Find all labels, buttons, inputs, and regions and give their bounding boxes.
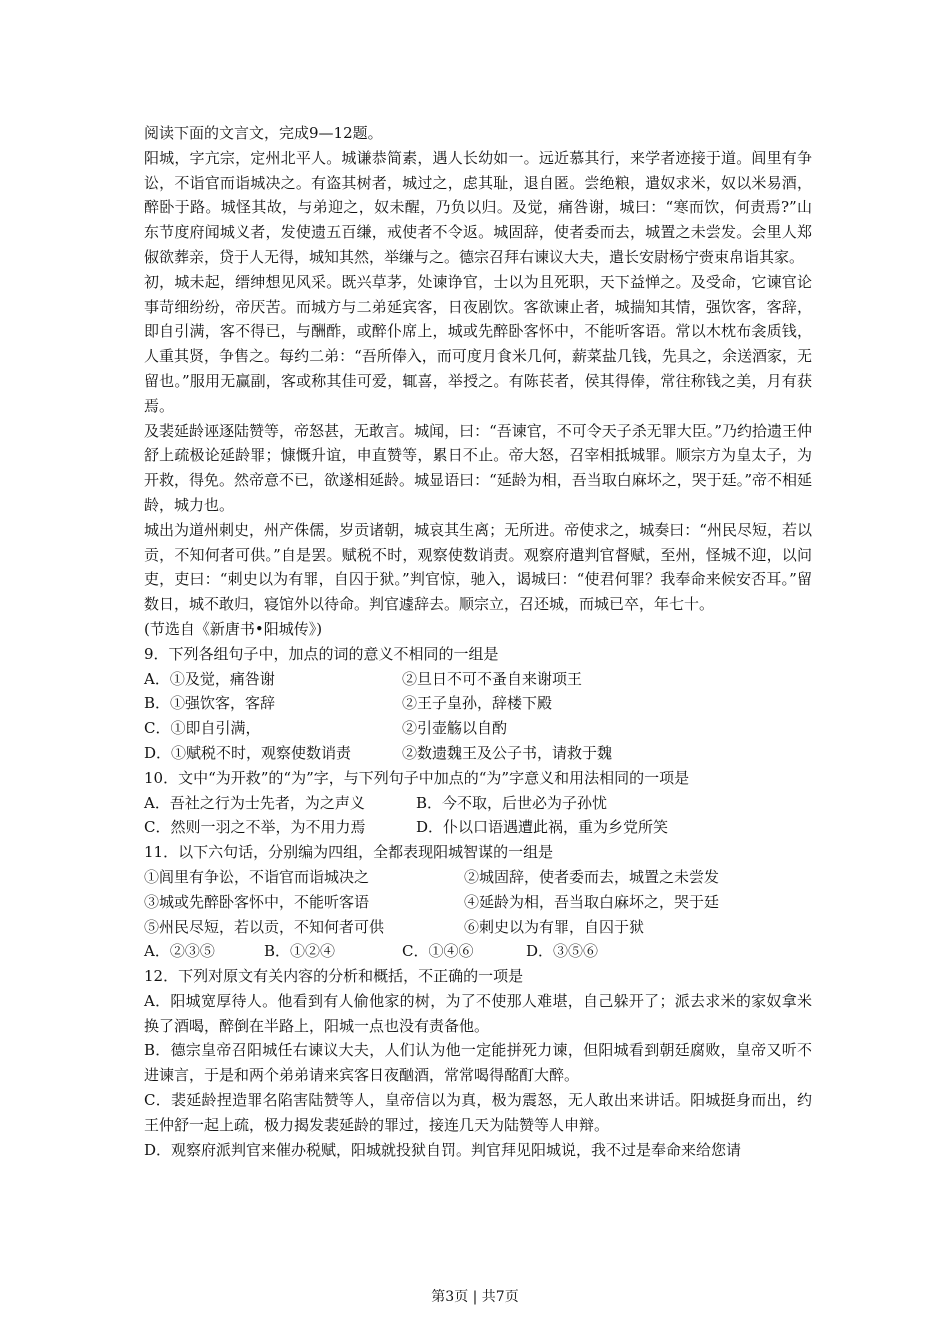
- option-part-1: A．①及觉，痛咎谢: [144, 669, 275, 688]
- question-11-items-row-1: [144, 865, 812, 890]
- question-11-stem: 11．以下六句话，分别编为四组，全都表现阳城智谋的一组是: [144, 843, 554, 862]
- item-1: ①闾里有争讼，不诣官而诣城决之: [144, 867, 370, 886]
- option-a: A．吾社之行为士先者，为之声义: [144, 793, 365, 812]
- question-12-option-c: C．裴延龄捏造罪名陷害陆赞等人，皇帝信以为真，极为震怒，无人敢出来讲话。阳城挺身而出，约王仲舒一起上疏，极力揭发裴延龄的罪过，接连几天为陆赞等人申辩。: [144, 1091, 812, 1134]
- question-9-option-d: [144, 741, 812, 766]
- option-part-2: ②旦日不可不蚤自来谢项王: [402, 669, 583, 688]
- document-page: [144, 121, 812, 1162]
- question-11-items-row-3: [144, 915, 812, 940]
- item-3: ③城或先醉卧客怀中，不能听客语: [144, 892, 370, 911]
- option-part-2: ②数遗魏王及公子书，请救于魏: [402, 743, 613, 762]
- option-a: A．②③⑤: [144, 942, 215, 961]
- page-footer: 第3页 | 共7页: [431, 1289, 519, 1305]
- question-9-option-c: [144, 716, 812, 741]
- question-12-option-a: A．阳城宽厚待人。他看到有人偷他家的树，为了不使那人难堪，自己躲开了；派去求米的家奴拿米换了酒喝，醉倒在半路上，阳城一点也没有责备他。: [144, 991, 812, 1035]
- item-5: ⑤州民尽短，若以贡，不知何者可供: [144, 917, 385, 936]
- option-part-2: ②引壶觞以自酌: [402, 719, 508, 738]
- option-part-1: D．①赋税不时，观察使数诮责: [144, 743, 352, 762]
- option-d: D．③⑤⑥: [526, 942, 599, 961]
- question-11-options: [144, 939, 812, 964]
- passage-paragraph-2: 初，城未起，缙绅想见风采。既兴草茅，处谏诤官，士以为且死职，天下益惮之。及受命，它谏官论事苛细纷纷，帝厌苦。而城方与二弟延宾客，日夜剧饮。客欲谏止者，城揣知其情，强饮客，客辞，即自引满，客不得已，与酬酢，或醉仆席上，城或先醉卧客怀中，不能听客语。常以木枕布衾质钱，人重其贤，争售之。每约二弟：“吾所俸入，而可度月食米几何，薪菜盐几钱，先具之，余送酒家，无留也。”服用无赢副，客或称其佳可爱，辄喜，举授之。有陈苌者，侯其得俸，常往称钱之美，月有获焉。: [144, 272, 812, 415]
- option-c: C．①④⑥: [402, 942, 474, 961]
- question-12-option-b: B．德宗皇帝召阳城任右谏议大夫，人们认为他一定能拼死力谏，但阳城看到朝廷腐败，皇帝又听不进谏言，于是和两个弟弟请来宾客日夜酗酒，常常喝得酩酊大醉。: [144, 1041, 812, 1085]
- item-2: ②城固辞，使者委而去，城置之未尝发: [464, 867, 720, 886]
- item-4: ④延龄为相，吾当取白麻坏之，哭于廷: [464, 892, 720, 911]
- question-10-stem: 10．文中“为开救”的“为”字，与下列句子中加点的“为”字意义和用法相同的一项是: [144, 768, 690, 787]
- option-part-1: B．①强饮客，客辞: [144, 694, 276, 713]
- instruction: 阅读下面的文言文，完成9—12题。: [144, 124, 383, 142]
- item-6: ⑥刺史以为有罪，自囚于狱: [464, 917, 645, 936]
- passage-paragraph-1: 阳城，字亢宗，定州北平人。城谦恭简素，遇人长幼如一。远近慕其行，来学者迹接于道。闾里有争讼，不诣官而诣城决之。有盗其树者，城过之，虑其耻，退自匿。尝绝粮，遣奴求米，奴以米易酒，醉卧于路。城怪其故，与弟迎之，奴未醒，乃负以归。及觉，痛咎谢，城曰：“寒而饮，何责焉?”山东节度府闻城义者，发使遗五百缣，戒使者不令返。城固辞，使者委而去，城置之未尝发。会里人郑俶欲葬亲，贷于人无得，城知其然，举缣与之。德宗召拜右谏议大夫，遣长安尉杨宁赍束帛诣其家。: [144, 148, 812, 266]
- question-9-option-b: [144, 691, 812, 716]
- question-10-options-ab: [144, 791, 812, 816]
- option-part-2: ②王子皇孙，辞楼下殿: [402, 694, 553, 713]
- option-b: B．今不取，后世必为子孙忧: [416, 793, 608, 812]
- source-note: (节选自《新唐书•阳城传》): [144, 619, 323, 638]
- question-12-stem: 12．下列对原文有关内容的分析和概括，不正确的一项是: [144, 967, 524, 986]
- passage-paragraph-3: 及裴延龄诬逐陆赞等，帝怒甚，无敢言。城闻，曰：“吾谏官，不可令天子杀无罪大臣。”乃约拾遗王仲舒上疏极论延龄罪；慷慨升谊，申直赞等，累日不止。帝大怒，召宰相抵城罪。顺宗方为皇太子，为开救，得免。然帝意不已，欲遂相延龄。城显语曰：“延龄为相，吾当取白麻坏之，哭于廷。”帝不相延龄，城力也。: [144, 421, 812, 514]
- passage-paragraph-4: 城出为道州刺史，州产侏儒，岁贡诸朝，城哀其生离；无所进。帝使求之，城奏曰：“州民尽短，若以贡，不知何者可供。”自是罢。赋税不时，观察使数诮责。观察府遣判官督赋，至州，怪城不迎，以问吏，吏曰：“刺史以为有罪，自囚于狱。”判官惊，驰入，谒城曰：“使君何罪？我奉命来候安否耳。”留数日，城不敢归，寝馆外以待命。判官遽辞去。顺宗立，召还城，而城已卒，年七十。: [144, 520, 812, 614]
- option-d: D．仆以口语遇遭此祸，重为乡党所笑: [416, 818, 669, 837]
- option-part-1: C．①即自引满，: [144, 719, 261, 738]
- option-c: C．然则一羽之不举，为不用力焉: [144, 818, 366, 837]
- question-9-option-a: [144, 667, 812, 692]
- option-b: B．①②④: [264, 942, 336, 961]
- question-12-option-d: D．观察府派判官来催办税赋，阳城就投狱自罚。判官拜见阳城说，我不过是奉命来给您请: [144, 1140, 742, 1159]
- question-9-stem: 9．下列各组句子中，加点的词的意义不相同的一组是: [144, 644, 499, 663]
- question-10-options-cd: [144, 815, 812, 840]
- question-11-items-row-2: [144, 890, 812, 915]
